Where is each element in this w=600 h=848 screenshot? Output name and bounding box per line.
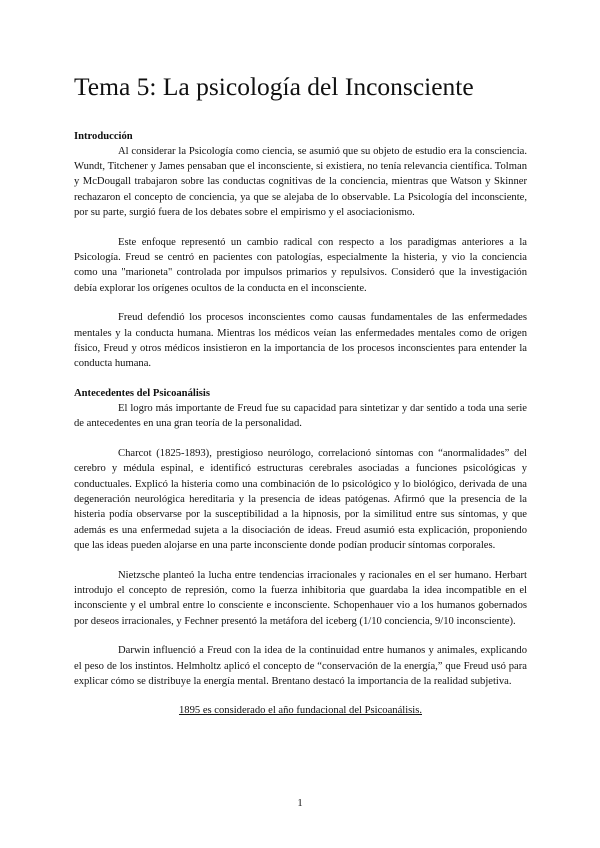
section-spacer (74, 372, 527, 386)
paragraph: Al considerar la Psicología como ciencia, se asumió que su objeto de estudio era la consciencia. Wundt, Titchener y James pensaban que el inconsciente, si existiera, no tenía relevancia científica. Tolman y McDougall trabajaron sobre las conductas cognitivas de la conciencia, mientras que Watson y Skinner rechazaron el concepto de conciencia, ya que se alejaba de lo observable. La Psicología del inconsciente, por su parte, surgió fuera de los debates sobre el empirismo y el asociacionismo. (74, 145, 527, 219)
section-heading-introduccion: Introducción (74, 130, 133, 142)
document-body (74, 72, 527, 719)
paragraph-spacer (74, 296, 527, 310)
paragraph-spacer (74, 221, 527, 235)
page-number: 1 (297, 798, 303, 809)
paragraph-spacer (74, 432, 527, 446)
paragraph-spacer (74, 689, 527, 703)
paragraph-spacer (74, 554, 527, 568)
paragraph: Nietzsche planteó la lucha entre tendencias irracionales y racionales en el ser humano. Herbart introdujo el concepto de represión, como la fuerza inhibitoria que guardaba la idea incompatible en el inconsciente y el umbral entre lo consciente e inconsciente. Schopenhauer vio a los humanos gobernados por deseos irracionales, y Fechner presentó la metáfora del iceberg (1/10 conciencia, 9/10 inconsciente). (74, 569, 527, 627)
document-title: Tema 5: La psicología del Inconsciente (74, 72, 474, 101)
paragraph: Freud defendió los procesos inconscientes como causas fundamentales de las enfermedades mentales y la conducta humana. Mientras los médicos veían las enfermedades mentales como de origen físico, Freud y otros médicos insistieron en la importancia de los procesos inconscientes para entender la conducta humana. (74, 312, 527, 370)
paragraph: El logro más importante de Freud fue su capacidad para sintetizar y dar sentido a toda una serie de antecedentes en una gran teoría de la personalidad. (74, 402, 527, 430)
paragraph-spacer (74, 629, 527, 643)
paragraph: Este enfoque representó un cambio radical con respecto a los paradigmas anteriores a la Psicología. Freud se centró en pacientes con patologías, especialmente la histeria, y vio la conciencia como una "marioneta" controlada por impulsos primarios y repulsivos. Consideró que la investigación debía explorar los orígenes ocultos de la conducta en el inconsciente. (74, 236, 527, 294)
closing-statement: 1895 es considerado el año fundacional del Psicoanálisis. (178, 705, 422, 717)
section-heading-antecedentes: Antecedentes del Psicoanálisis (74, 387, 210, 399)
paragraph: Charcot (1825-1893), prestigioso neurólogo, correlacionó síntomas con “anormalidades” del cerebro y médula espinal, e identificó estructuras cerebrales asociadas a funciones psicológicas y conductuales. Explicó la histeria como una combinación de lo psicológico y lo biológico, derivada de una degeneración neurológica hereditaria y la presencia de ideas patógenas. Afirmó que la presencia de la histeria podía observarse por la susceptibilidad a la hipnosis, por la similitud entre sus síntomas, y que además es una enfermedad sujeta a la disociación de ideas. Freud asumió esta explicación, proponiendo que las ideas pueden alojarse en una parte inconsciente donde podían producir síntomas corporales. (74, 447, 527, 552)
paragraph: Darwin influenció a Freud con la idea de la continuidad entre humanos y animales, explicando el peso de los instintos. Helmholtz aplicó el concepto de “conservación de la energía,” que Freud usó para explicar cómo se distribuye la energía mental. Brentano destacó la importancia de la realidad subjetiva. (74, 645, 527, 687)
